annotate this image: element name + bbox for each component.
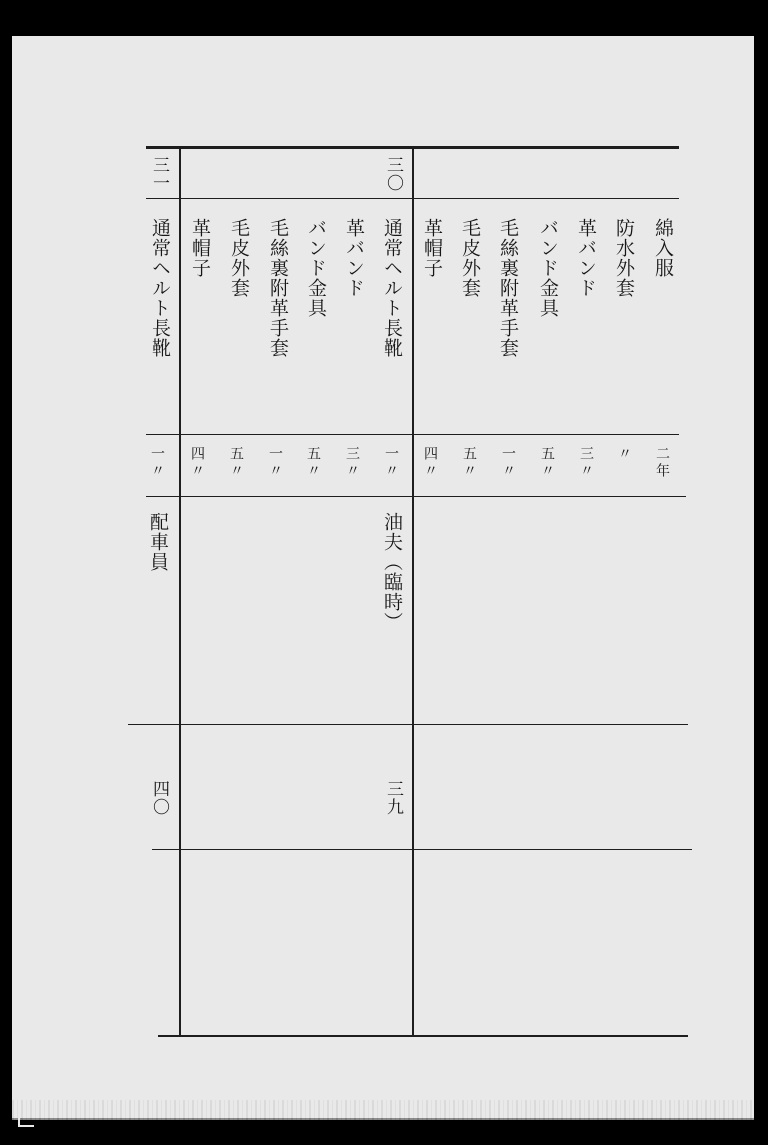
item-text: 革帽子: [421, 218, 443, 278]
item-text: 毛絲裏附革手套: [497, 218, 519, 358]
periods-bottom-rule: [146, 496, 686, 497]
page-corner-mark: [18, 1105, 34, 1127]
period-text: 三〃: [344, 446, 360, 480]
item-text: 毛皮外套: [228, 218, 250, 298]
period-text: 四〃: [189, 446, 205, 480]
period-text: 一〃: [149, 446, 165, 480]
item-text: 毛絲裏附革手套: [267, 218, 289, 358]
period-text: 五〃: [461, 446, 477, 480]
period-text: 一〃: [500, 446, 516, 480]
column-divider-left: [179, 146, 181, 1036]
item-text: 革帽子: [189, 218, 211, 278]
table-bottom-rule: [158, 1035, 688, 1037]
role-text: 油夫（臨時）: [381, 512, 403, 632]
item-text: バンド金具: [305, 218, 327, 318]
scan-noise: [12, 1100, 754, 1120]
count-text: 四〇: [149, 780, 169, 816]
item-text: 通常ヘルト長靴: [381, 218, 403, 358]
period-text: 五〃: [228, 446, 244, 480]
role-text: 配車員: [147, 512, 169, 572]
item-text: 綿入服: [652, 218, 674, 278]
period-text: 一〃: [383, 446, 399, 480]
count-bottom-rule: [152, 849, 692, 850]
period-text: 五〃: [539, 446, 555, 480]
item-text: 革バンド: [343, 218, 365, 298]
role-bottom-rule: [128, 724, 688, 725]
row-number: 三一: [149, 156, 169, 192]
period-text: 〃: [616, 446, 632, 463]
item-text: 革バンド: [575, 218, 597, 298]
column-divider-right: [412, 146, 414, 1036]
period-text: 四〃: [422, 446, 438, 480]
count-text: 三九: [383, 780, 403, 816]
row-number: 三〇: [383, 156, 403, 192]
period-text: 二年: [654, 446, 670, 480]
period-text: 三〃: [578, 446, 594, 480]
item-text: バンド金具: [537, 218, 559, 318]
item-text: 毛皮外套: [459, 218, 481, 298]
item-text: 防水外套: [613, 218, 635, 298]
period-text: 五〃: [305, 446, 321, 480]
item-text: 通常ヘルト長靴: [149, 218, 171, 358]
period-text: 一〃: [267, 446, 283, 480]
